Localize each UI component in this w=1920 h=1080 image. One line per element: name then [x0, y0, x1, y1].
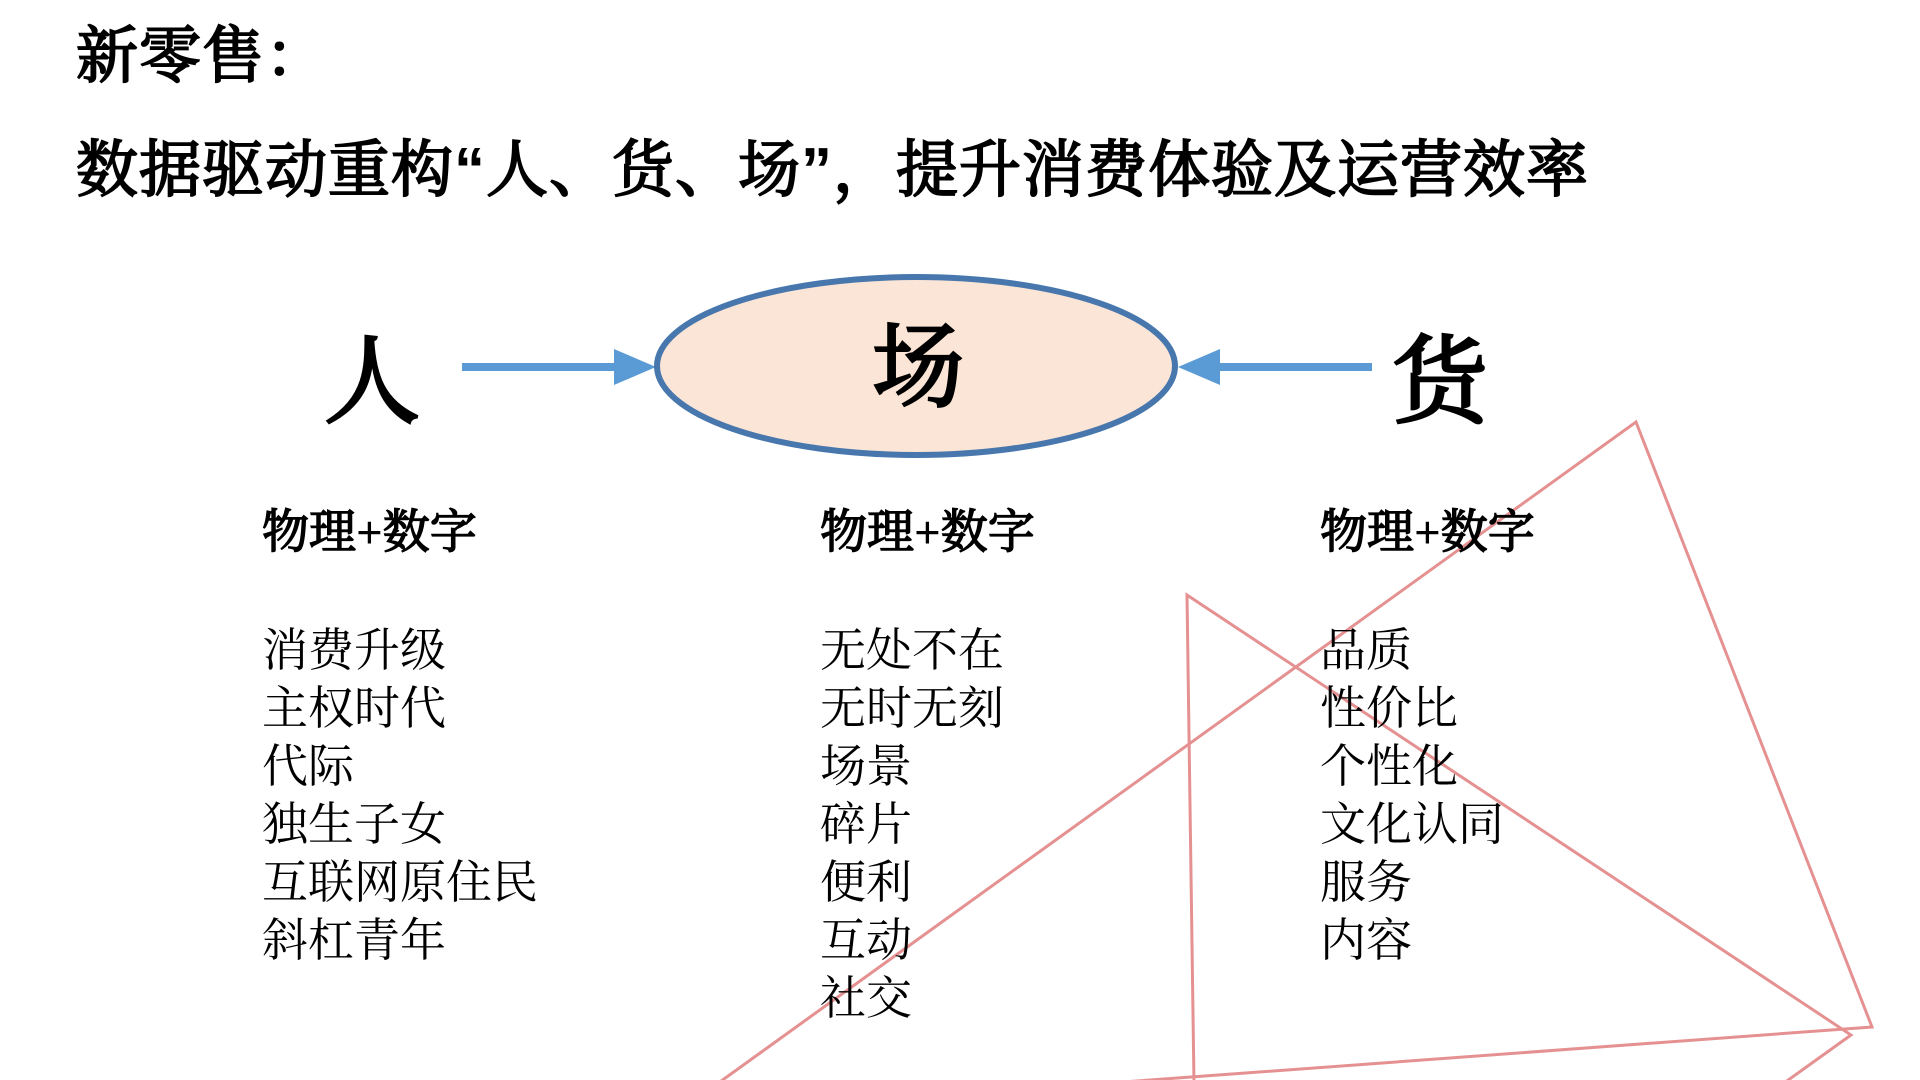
list-item: 场景 — [820, 741, 912, 792]
column-list — [262, 622, 538, 970]
column-list — [1320, 622, 1504, 970]
arrow-head-right-icon — [614, 349, 656, 385]
list-item: 碎片 — [820, 799, 912, 850]
list-item: 内容 — [1320, 915, 1412, 966]
node-label-goods: 货 — [1392, 329, 1488, 436]
column-header: 物理+数字 — [820, 507, 1035, 559]
arrow-people-to-place — [462, 349, 656, 385]
list-item: 独生子女 — [262, 799, 446, 850]
slide-title-line-2: 数据驱动重构“人、货、场”，提升消费体验及运营效率 — [76, 136, 1590, 205]
list-item: 品质 — [1320, 625, 1412, 676]
column-list — [820, 622, 1004, 1028]
list-item: 消费升级 — [262, 625, 446, 676]
list-item: 文化认同 — [1320, 799, 1504, 850]
list-item: 服务 — [1320, 857, 1412, 908]
list-item: 互动 — [820, 915, 912, 966]
column-header: 物理+数字 — [262, 507, 477, 559]
list-item: 性价比 — [1320, 683, 1458, 734]
arrow-goods-to-place — [1178, 349, 1372, 385]
list-item: 代际 — [262, 741, 354, 792]
node-label-people: 人 — [324, 329, 420, 436]
slide-title-line-1: 新零售： — [76, 22, 329, 91]
annotation-triangle-thin — [1187, 595, 1851, 1080]
list-item: 无处不在 — [820, 625, 1004, 676]
list-item: 便利 — [820, 857, 912, 908]
node-label-place: 场 — [871, 317, 965, 419]
list-item: 斜杠青年 — [262, 915, 446, 966]
list-item: 个性化 — [1320, 741, 1458, 792]
list-item: 互联网原住民 — [262, 857, 538, 908]
list-item: 社交 — [820, 973, 912, 1024]
list-item: 无时无刻 — [820, 683, 1004, 734]
list-item: 主权时代 — [262, 683, 446, 734]
column-header: 物理+数字 — [1320, 507, 1535, 559]
arrow-head-left-icon — [1178, 349, 1220, 385]
